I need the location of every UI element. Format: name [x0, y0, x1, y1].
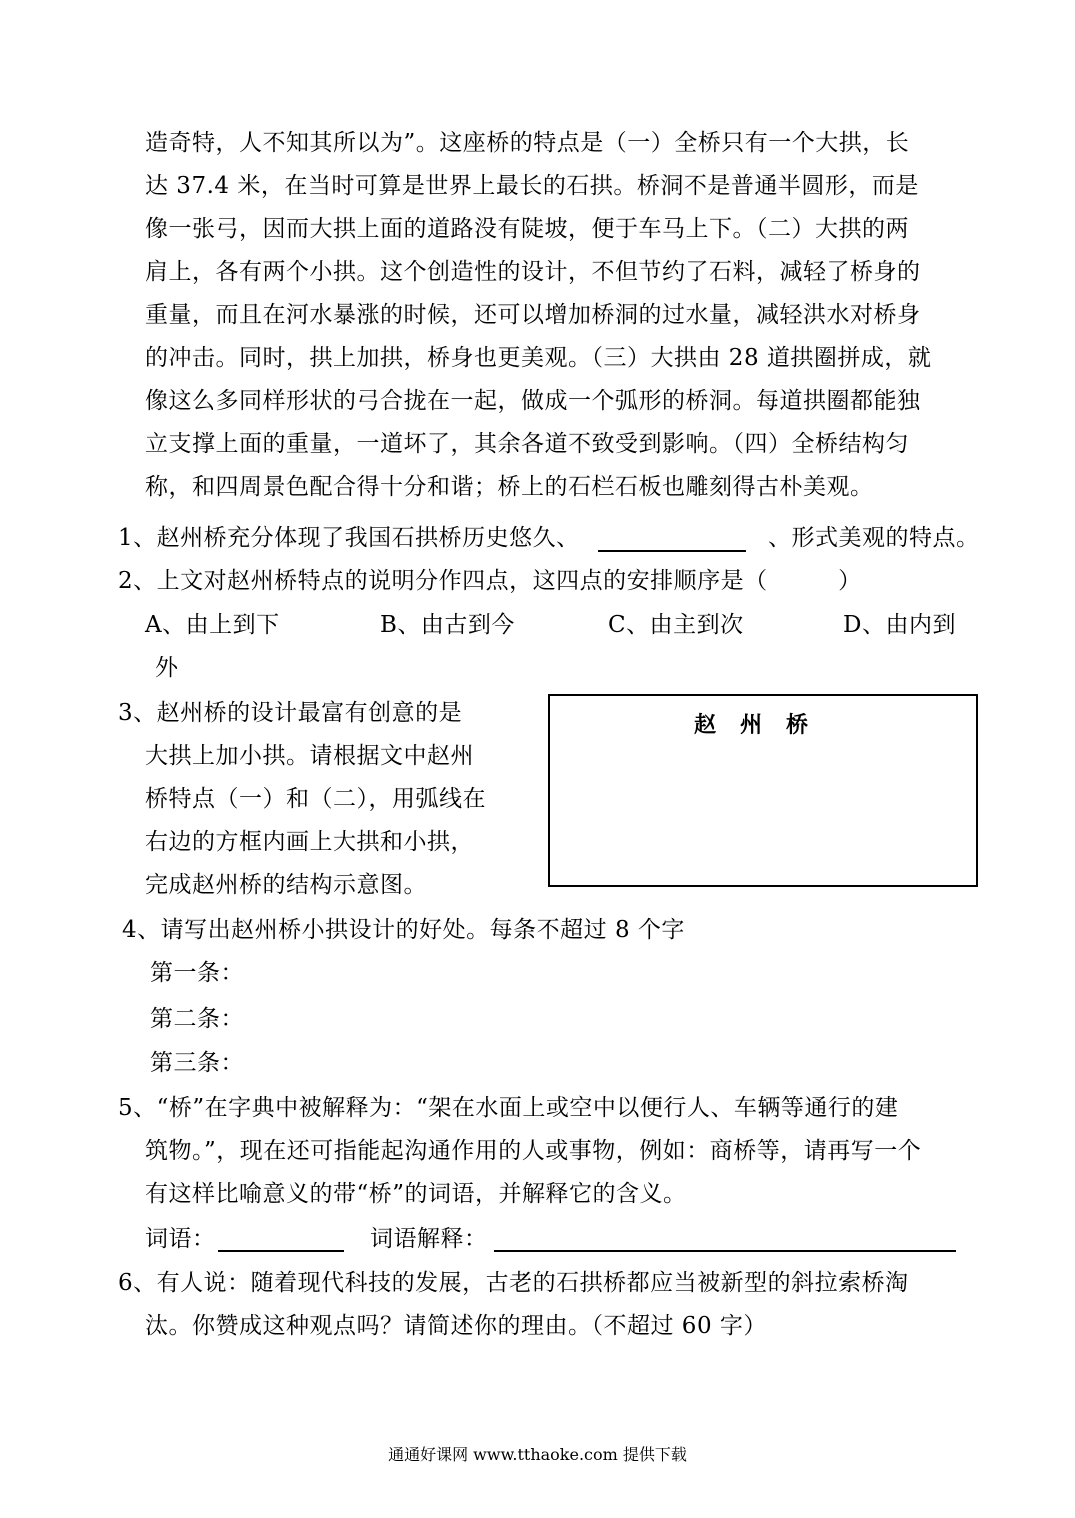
question-3-text: 右边的方框内画上大拱和小拱， — [145, 829, 474, 855]
question-3-text: 3、赵州桥的设计最富有创意的是 — [118, 700, 463, 726]
explanation-blank[interactable] — [494, 1250, 956, 1252]
question-5-text: 筑物。”，现在还可指能起沟通作用的人或事物，例如：商桥等，请再写一个 — [145, 1138, 922, 1164]
passage-line: 称，和四周景色配合得十分和谐；桥上的石栏石板也雕刻得古朴美观。 — [145, 474, 874, 500]
answer-item-2[interactable]: 第二条： — [150, 1006, 244, 1032]
option-d[interactable]: D、由内到 — [843, 612, 956, 638]
question-6-text: 汰。你赞成这种观点吗？请简述你的理由。（不超过 60 字） — [145, 1313, 767, 1339]
option-c[interactable]: C、由主到次 — [608, 612, 744, 638]
question-3-text: 大拱上加小拱。请根据文中赵州 — [145, 743, 474, 769]
question-2-text: 2、上文对赵州桥特点的说明分作四点，这四点的安排顺序是（ ） — [118, 568, 862, 594]
answer-item-3[interactable]: 第三条： — [150, 1050, 244, 1076]
passage-line: 造奇特，人不知其所以为”。这座桥的特点是（一）全桥只有一个大拱，长 — [145, 130, 910, 156]
question-1-blank[interactable] — [598, 550, 746, 552]
question-5-text: 有这样比喻意义的带“桥”的词语，并解释它的含义。 — [145, 1181, 687, 1207]
question-4-text: 4、请写出赵州桥小拱设计的好处。每条不超过 8 个字 — [122, 917, 685, 943]
passage-line: 像一张弓，因而大拱上面的道路没有陡坡，便于车马上下。（二）大拱的两 — [145, 216, 909, 242]
option-b[interactable]: B、由古到今 — [380, 612, 515, 638]
passage-line: 像这么多同样形状的弓合拢在一起，做成一个弧形的桥洞。每道拱圈都能独 — [145, 388, 921, 414]
page-footer: 通通好课网 www.tthaoke.com 提供下载 — [388, 1445, 687, 1464]
question-3-text: 完成赵州桥的结构示意图。 — [145, 872, 427, 898]
passage-line: 重量，而且在河水暴涨的时候，还可以增加桥洞的过水量，减轻洪水对桥身 — [145, 302, 921, 328]
question-5-text: 5、“桥”在字典中被解释为：“架在水面上或空中以便行人、车辆等通行的建 — [118, 1095, 899, 1121]
passage-line: 达 37.4 米，在当时可算是世界上最长的石拱。桥洞不是普通半圆形，而是 — [145, 173, 919, 199]
passage-line: 的冲击。同时，拱上加拱，桥身也更美观。（三）大拱由 28 道拱圈拼成，就 — [145, 345, 932, 371]
option-a[interactable]: A、由上到下 — [145, 612, 280, 638]
passage-line: 肩上，各有两个小拱。这个创造性的设计，不但节约了石料，减轻了桥身的 — [145, 259, 921, 285]
question-1-text: 1、赵州桥充分体现了我国石拱桥历史悠久、 — [118, 525, 580, 551]
explanation-label: 词语解释： — [370, 1226, 488, 1252]
passage-line: 立支撑上面的重量，一道坏了，其余各道不致受到影响。（四）全桥结构匀 — [145, 431, 909, 457]
question-3-text: 桥特点（一）和（二），用弧线在 — [145, 786, 486, 812]
question-6-text: 6、有人说：随着现代科技的发展，古老的石拱桥都应当被新型的斜拉索桥淘 — [118, 1270, 909, 1296]
word-label: 词语： — [145, 1226, 216, 1252]
question-1-text-after: 、形式美观的特点。 — [768, 525, 980, 551]
bridge-drawing-box[interactable] — [548, 694, 978, 887]
word-blank[interactable] — [218, 1250, 344, 1252]
bridge-drawing-title: 赵州桥 — [693, 712, 832, 738]
answer-item-1[interactable]: 第一条： — [150, 960, 244, 986]
option-d-wrap: 外 — [155, 655, 179, 681]
